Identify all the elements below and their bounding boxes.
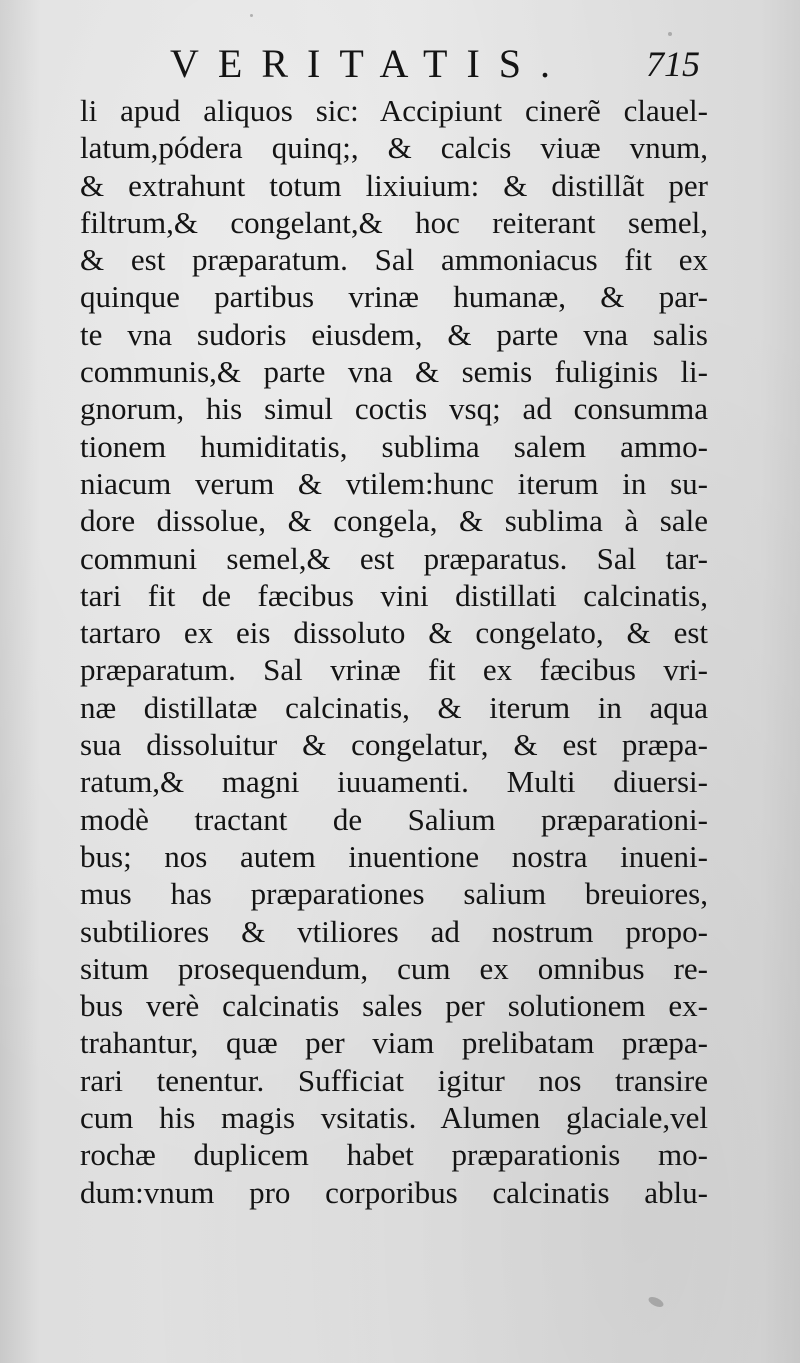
text-line: rochæ duplicem habet præparationis mo- [80, 1137, 708, 1173]
text-line: præparatum. Sal vrinæ fit ex fæcibus vri- [80, 652, 708, 688]
paper-speck [250, 14, 253, 17]
page-header [0, 36, 800, 96]
text-line: rari tenentur. Sufficiat igitur nos transire [80, 1062, 708, 1098]
text-line: filtrum,& congelant,& hoc reiterant semel, [80, 204, 708, 240]
text-line: tari fit de fæcibus vini distillati calcinatis, [80, 577, 708, 613]
text-line: bus verè calcinatis sales per solutionem ex- [80, 988, 708, 1024]
text-line: situm prosequendum, cum ex omnibus re- [80, 950, 708, 986]
text-line: subtiliores & vtiliores ad nostrum propo- [80, 913, 708, 949]
paper-speck [668, 32, 672, 36]
text-line: bus; nos autem inuentione nostra inueni- [80, 838, 708, 874]
text-line: latum,pódera quinq;, & calcis viuæ vnum, [80, 130, 708, 166]
text-line: communi semel,& est præparatus. Sal tar- [80, 540, 708, 576]
text-line: communis,& parte vna & semis fuliginis li- [80, 354, 708, 390]
paper-speck [647, 1295, 665, 1309]
text-line: dore dissolue, & congela, & sublima à sale [80, 503, 708, 539]
text-line: niacum verum & vtilem:hunc iterum in su- [80, 465, 708, 501]
text-line: mus has præparationes salium breuiores, [80, 876, 708, 912]
text-line: ratum,& magni iuuamenti. Multi diuersi- [80, 764, 708, 800]
text-line: sua dissoluitur & congelatur, & est præpa- [80, 727, 708, 763]
text-line: tartaro ex eis dissoluto & congelato, & est [80, 615, 708, 651]
text-line: næ distillatæ calcinatis, & iterum in aqua [80, 689, 708, 725]
running-head: VERITATIS. [170, 41, 570, 86]
text-line: quinque partibus vrinæ humanæ, & par- [80, 279, 708, 315]
body-text [80, 92, 708, 1211]
text-line: gnorum, his simul coctis vsq; ad consumma [80, 391, 708, 427]
text-line: te vna sudoris eiusdem, & parte vna salis [80, 316, 708, 352]
text-line: dum:vnum pro corporibus calcinatis ablu- [80, 1174, 708, 1210]
text-line: tionem humiditatis, sublima salem ammo- [80, 428, 708, 464]
text-line: modè tractant de Salium præparationi- [80, 801, 708, 837]
text-line: trahantur, quæ per viam prelibatam præpa- [80, 1025, 708, 1061]
page-number: 715 [646, 44, 700, 84]
text-line: cum his magis vsitatis. Alumen glaciale,vel [80, 1100, 708, 1136]
text-line: & extrahunt totum lixiuium: & distillãt per [80, 167, 708, 203]
text-line: li apud aliquos sic: Accipiunt cinerẽ clauel- [80, 93, 708, 128]
text-line: & est præparatum. Sal ammoniacus fit ex [80, 242, 708, 278]
